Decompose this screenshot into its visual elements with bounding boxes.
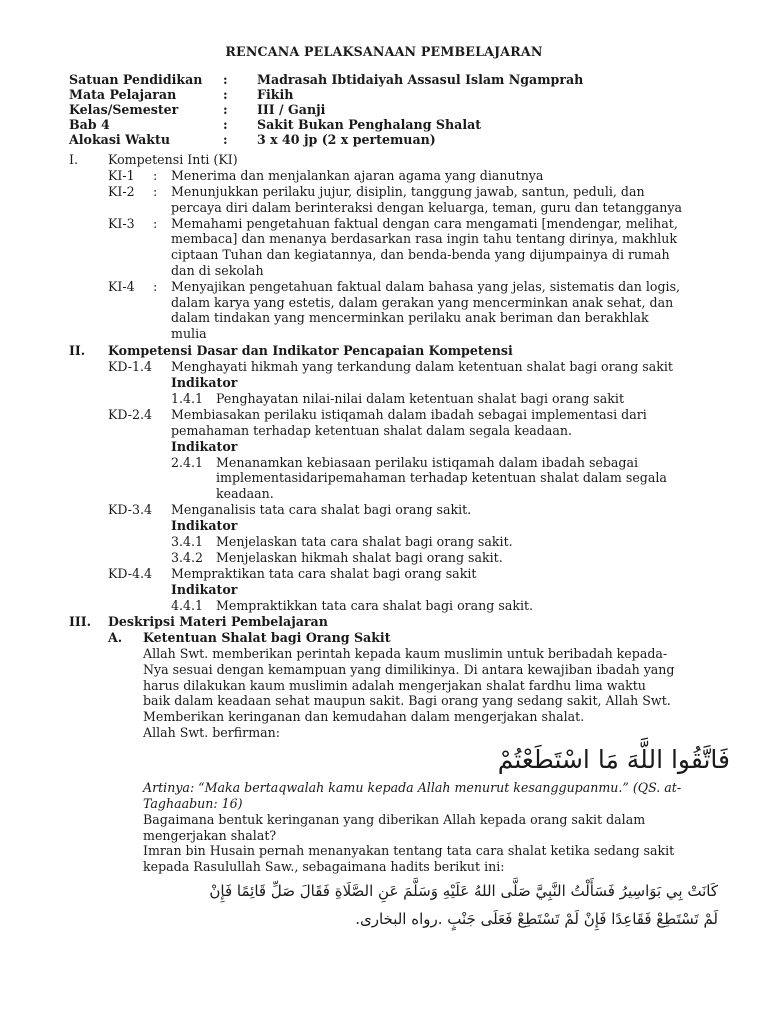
ki-text-line: Memahami pengetahuan faktual dengan cara mengamati [mendengar, melihat, <box>171 216 678 231</box>
meta-value: Sakit Bukan Penghalang Shalat <box>257 117 482 132</box>
meta-row-satuan <box>69 72 719 87</box>
document-title: RENCANA PELAKSANAAN PEMBELAJARAN <box>225 44 543 59</box>
identity-table <box>69 72 719 147</box>
meta-key: Kelas/Semester <box>69 102 179 117</box>
paragraph-line: Nya sesuai dengan kemampuan yang dimilikinya. Di antara kewajiban ibadah yang <box>143 662 675 677</box>
section-number: III. <box>69 614 92 629</box>
ki-colon: : <box>153 184 158 199</box>
ki-code: KI-3 <box>108 216 135 231</box>
meta-row-alokasi <box>69 132 719 147</box>
ki-text-line: Menyajikan pengetahuan faktual dalam bahasa yang jelas, sistematis dan logis, <box>171 279 681 294</box>
hadith-line: لَمْ تَسْتَطِعْ فَقَاعِدًا فَإِنْ لَمْ تَسْتَطِعْ فَعَلَى جَنْبٍ .رواه البخارى. <box>355 910 718 928</box>
hadith-line: كَانَتْ بِي بَوَاسِيرُ فَسَأَلْتُ النَّبِيَّ صَلَّى اللهُ عَلَيْهِ وَسَلَّمَ عَنِ الصَّلَاةِ فَقَالَ صَلِّ قَائِمًا فَإِنْ <box>209 882 718 900</box>
kd-text-line: pemahaman terhadap ketentuan shalat dalam segala keadaan. <box>171 423 572 438</box>
meta-key: Bab 4 <box>69 117 110 132</box>
ki-text-line: Menunjukkan perilaku jujur, disiplin, tanggung jawab, santun, peduli, dan <box>171 184 645 199</box>
ki-text-line: percaya diri dalam berinteraksi dengan keluarga, teman, guru dan tetangganya <box>171 200 683 215</box>
paragraph-line: kepada Rasulullah Saw., sebagaimana hadits berikut ini: <box>143 859 505 874</box>
meta-value: Madrasah Ibtidaiyah Assasul Islam Ngamprah <box>257 72 584 87</box>
meta-value: Fikih <box>257 87 294 102</box>
indikator-label: Indikator <box>171 518 238 533</box>
meta-colon: : <box>223 132 228 147</box>
indicator-number: 3.4.1 <box>171 534 204 549</box>
ki-text-line: membaca] dan menanya berdasarkan rasa ingin tahu tentang dirinya, makhluk <box>171 231 678 246</box>
indicator-text-line: Penghayatan nilai-nilai dalam ketentuan shalat bagi orang sakit <box>216 391 624 406</box>
meta-colon: : <box>223 72 228 87</box>
ki-text-line: Menerima dan menjalankan ajaran agama yang dianutnya <box>171 168 544 183</box>
ki-code: KI-2 <box>108 184 135 199</box>
meta-value: 3 x 40 jp (2 x pertemuan) <box>257 132 436 147</box>
ki-text-line: ciptaan Tuhan dan kegiatannya, dan benda-benda yang dijumpainya di rumah <box>171 247 670 262</box>
indicator-text-line: Menjelaskan hikmah shalat bagi orang sakit. <box>216 550 503 565</box>
kd-text-line: Membiasakan perilaku istiqamah dalam ibadah sebagai implementasi dari <box>171 407 647 422</box>
translation-line: Artinya: “Maka bertaqwalah kamu kepada Allah menurut kesanggupanmu.” (QS. at- <box>143 780 682 795</box>
ki-text-line: mulia <box>171 326 207 341</box>
paragraph-line: Memberikan keringanan dan kemudahan dalam mengerjakan shalat. <box>143 709 585 724</box>
section-number: II. <box>69 343 86 358</box>
section-title: Kompetensi Dasar dan Indikator Pencapaian Kompetensi <box>108 343 513 358</box>
meta-key: Mata Pelajaran <box>69 87 177 102</box>
ki-text-line: dan di sekolah <box>171 263 264 278</box>
subsection-title: Ketentuan Shalat bagi Orang Sakit <box>143 630 391 645</box>
meta-value: III / Ganji <box>257 102 326 117</box>
meta-colon: : <box>223 117 228 132</box>
paragraph-line: Imran bin Husain pernah menanyakan tentang tata cara shalat ketika sedang sakit <box>143 843 675 858</box>
ki-colon: : <box>153 279 158 294</box>
indicator-text-line: Menjelaskan tata cara shalat bagi orang sakit. <box>216 534 513 549</box>
firman-intro: Allah Swt. berfirman: <box>143 725 281 740</box>
kd-text-line: Menganalisis tata cara shalat bagi orang sakit. <box>171 502 472 517</box>
kd-code: KD-2.4 <box>108 407 153 422</box>
section-title: Kompetensi Inti (KI) <box>108 152 238 167</box>
kd-code: KD-3.4 <box>108 502 153 517</box>
kd-code: KD-4.4 <box>108 566 153 581</box>
ki-code: KI-4 <box>108 279 135 294</box>
indikator-label: Indikator <box>171 375 238 390</box>
ki-text-line: dalam karya yang estetis, dalam gerakan yang mencerminkan anak sehat, dan <box>171 295 674 310</box>
meta-key: Alokasi Waktu <box>69 132 171 147</box>
paragraph-line: Allah Swt. memberikan perintah kepada kaum muslimin untuk beribadah kepada- <box>143 646 668 661</box>
kd-text-line: Mempraktikan tata cara shalat bagi orang sakit <box>171 566 477 581</box>
quran-verse: فَاتَّقُوا اللَّهَ مَا اسْتَطَعْتُمْ <box>497 745 730 774</box>
indicator-text-line: Menanamkan kebiasaan perilaku istiqamah dalam ibadah sebagai <box>216 455 639 470</box>
indicator-text-line: implementasidaripemahaman terhadap ketentuan shalat dalam segala <box>216 470 667 485</box>
subsection-letter: A. <box>108 630 123 645</box>
indicator-number: 1.4.1 <box>171 391 204 406</box>
section-title: Deskripsi Materi Pembelajaran <box>108 614 328 629</box>
ki-text-line: dalam tindakan yang mencerminkan perilaku anak beriman dan berakhlak <box>171 310 649 325</box>
meta-key: Satuan Pendidikan <box>69 72 203 87</box>
indicator-number: 2.4.1 <box>171 455 204 470</box>
section-number: I. <box>69 152 78 167</box>
translation-line: Taghaabun: 16) <box>143 796 243 811</box>
ki-colon: : <box>153 216 158 231</box>
meta-colon: : <box>223 87 228 102</box>
kd-text-line: Menghayati hikmah yang terkandung dalam ketentuan shalat bagi orang sakit <box>171 359 673 374</box>
meta-row-kelas <box>69 102 719 117</box>
paragraph-line: Bagaimana bentuk keringanan yang diberikan Allah kepada orang sakit dalam <box>143 812 646 827</box>
ki-colon: : <box>153 168 158 183</box>
indicator-text-line: keadaan. <box>216 486 274 501</box>
paragraph-line: mengerjakan shalat? <box>143 828 277 843</box>
indikator-label: Indikator <box>171 439 238 454</box>
indicator-number: 3.4.2 <box>171 550 204 565</box>
meta-colon: : <box>223 102 228 117</box>
meta-row-bab <box>69 117 719 132</box>
paragraph-line: harus dilakukan kaum muslimin adalah mengerjakan shalat fardhu lima waktu <box>143 678 646 693</box>
indicator-number: 4.4.1 <box>171 598 204 613</box>
indicator-text-line: Mempraktikkan tata cara shalat bagi orang sakit. <box>216 598 534 613</box>
ki-code: KI-1 <box>108 168 135 183</box>
kd-code: KD-1.4 <box>108 359 153 374</box>
paragraph-line: baik dalam keadaan sehat maupun sakit. Bagi orang yang sedang sakit, Allah Swt. <box>143 693 671 708</box>
meta-row-mapel <box>69 87 719 102</box>
indikator-label: Indikator <box>171 582 238 597</box>
